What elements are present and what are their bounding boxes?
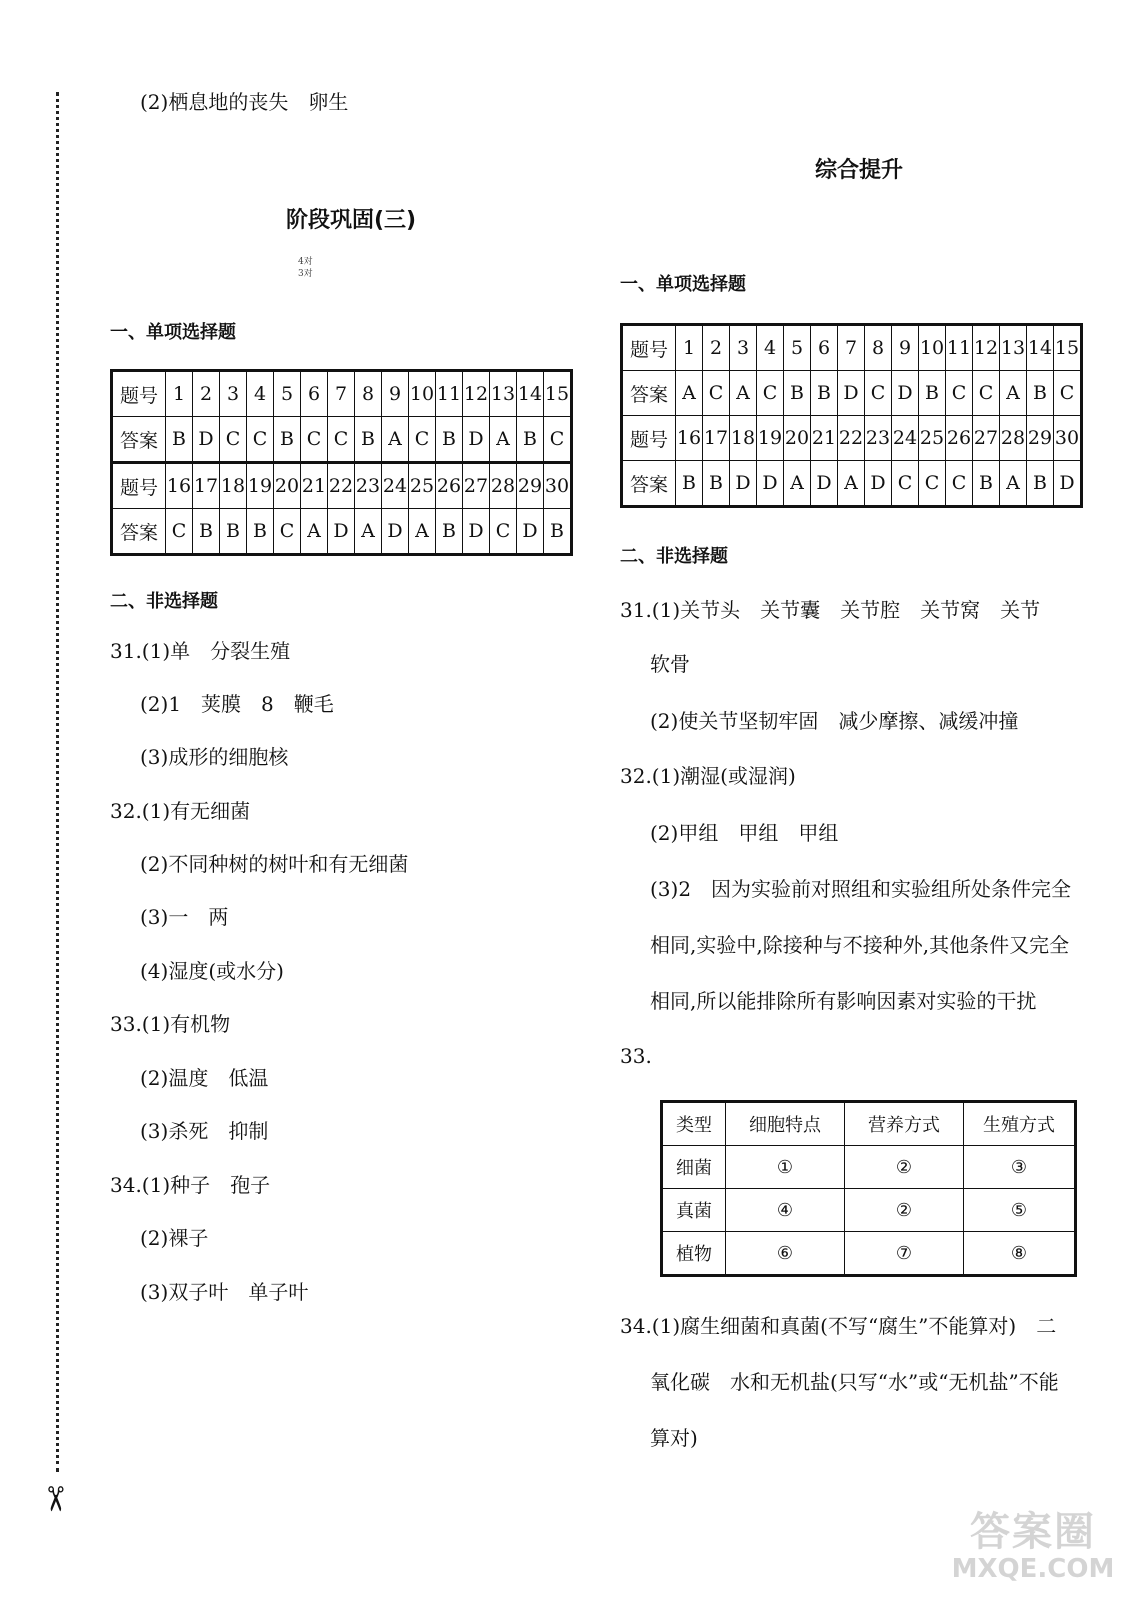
row-label: 答案: [112, 417, 166, 463]
left-section1-heading: 一、单项选择题: [110, 322, 236, 343]
table-row: [662, 1102, 1076, 1146]
table-row: 题号 16 17 18 19 20 21 22 23 24 25 26 27 28 29 30: [622, 416, 1082, 461]
answer-line: 相同,所以能排除所有影响因素对实验的干扰: [650, 989, 1037, 1013]
answer-line: 32.(1)潮湿(或湿润): [620, 764, 796, 788]
q33-table: [660, 1100, 1077, 1277]
answer-line: (2)使关节坚韧牢固 减少摩擦、减缓冲撞: [650, 709, 1019, 733]
right-section1-heading: 一、单项选择题: [620, 274, 746, 295]
cut-line: [56, 92, 59, 1472]
right-title: 综合提升: [815, 158, 904, 183]
answer-line: (3)一 两: [140, 905, 229, 929]
answer-line: 算对): [650, 1426, 698, 1450]
row-label: 题号: [622, 325, 676, 371]
table-row: 题号 1 2 3 4 5 6 7 8 9 10 11 12 13 14 15: [622, 325, 1082, 371]
answer-line: (2)1 荚膜 8 鞭毛: [140, 692, 334, 716]
table-header-cell: 类型: [662, 1102, 726, 1146]
table-row: 题号 1 2 3 4 5 6 7 8 9 10 11 12 13 14 15: [112, 371, 572, 417]
row-label: 答案: [622, 371, 676, 416]
handwritten-marks: 4对 3对: [298, 257, 313, 279]
table-header-cell: 营养方式: [845, 1102, 964, 1146]
table-row: 答案 B D C C B C C B A C B D A B C: [112, 417, 572, 463]
table-header-cell: 生殖方式: [964, 1102, 1076, 1146]
answer-line: 32.(1)有无细菌: [110, 799, 251, 823]
row-label: 题号: [112, 463, 166, 509]
table-row: 题号 16 17 18 19 20 21 22 23 24 25 26 27 28 29 30: [112, 463, 572, 509]
table-row: 细菌 ① ② ③: [662, 1146, 1076, 1189]
answer-line: (3)杀死 抑制: [140, 1119, 269, 1143]
answer-line: (3)成形的细胞核: [140, 745, 289, 769]
table-row: 植物 ⑥ ⑦ ⑧: [662, 1232, 1076, 1276]
answer-line: 33.(1)有机物: [110, 1012, 231, 1036]
answer-line: 软骨: [650, 652, 690, 676]
table-row: 真菌 ④ ② ⑤: [662, 1189, 1076, 1232]
table-header-cell: 细胞特点: [726, 1102, 845, 1146]
answer-line: (2)裸子: [140, 1226, 209, 1250]
answer-line: 相同,实验中,除接种与不接种外,其他条件又完全: [650, 933, 1070, 957]
row-label: 答案: [622, 461, 676, 507]
table-row: 答案 C B B B C A D A D A B D C D B: [112, 509, 572, 555]
answer-line: (2)温度 低温: [140, 1066, 269, 1090]
answer-line: 31.(1)单 分裂生殖: [110, 639, 291, 663]
answer-line: 氧化碳 水和无机盐(只写“水”或“无机盐”不能: [650, 1370, 1059, 1394]
right-answer-table: [620, 323, 1083, 508]
answer-line: 33.: [620, 1044, 652, 1068]
left-top-line: (2)栖息地的丧失 卵生: [140, 90, 349, 114]
answer-line: (3)2 因为实验前对照组和实验组所处条件完全: [650, 877, 1072, 901]
answer-line: (2)不同种树的树叶和有无细菌: [140, 852, 409, 876]
left-answer-table: [110, 369, 573, 556]
right-section2-heading: 二、非选择题: [620, 546, 728, 567]
answer-line: (3)双子叶 单子叶: [140, 1280, 309, 1304]
watermark-logo: 答案圈 MXQE.COM: [951, 1509, 1115, 1584]
answer-line: 34.(1)种子 孢子: [110, 1173, 271, 1197]
scissors-icon: ✂: [34, 1484, 75, 1514]
table-row: 答案 A C A C B B D C D B C C A B C: [622, 371, 1082, 416]
row-label: 题号: [112, 371, 166, 417]
answer-line: 34.(1)腐生细菌和真菌(不写“腐生”不能算对) 二: [620, 1314, 1057, 1338]
table-row: 答案 B B D D A D A D C C C B A B D: [622, 461, 1082, 507]
answer-line: (2)甲组 甲组 甲组: [650, 821, 839, 845]
answer-line: 31.(1)关节头 关节囊 关节腔 关节窝 关节: [620, 598, 1041, 622]
answer-line: (4)湿度(或水分): [140, 959, 284, 983]
left-title: 阶段巩固(三): [286, 208, 417, 233]
left-section2-heading: 二、非选择题: [110, 591, 218, 612]
row-label: 答案: [112, 509, 166, 555]
row-label: 题号: [622, 416, 676, 461]
